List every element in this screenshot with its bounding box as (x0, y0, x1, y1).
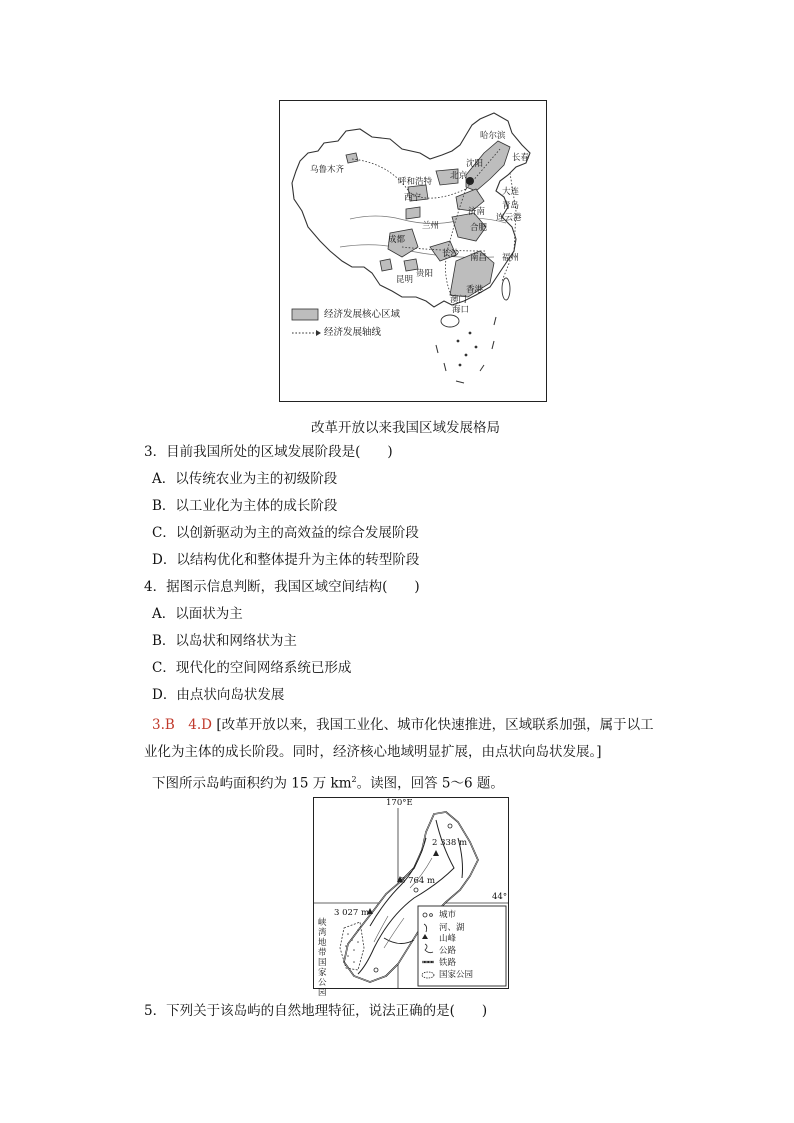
city-label-urumqi: 乌鲁木齐 (310, 165, 345, 175)
legend-peak: 山峰 (439, 934, 457, 944)
city-label-guiyang: 贵阳 (416, 269, 434, 279)
city-label-nanchang: 南昌 (470, 253, 488, 263)
city-label-dalian: 大连 (502, 187, 520, 197)
city-label-beijing: 北京 (450, 171, 468, 181)
q4-stem: 4．据图示信息判断，我国区域空间结构( ) (144, 579, 420, 595)
answer-text-2: 业化为主体的成长阶段。同时，经济核心地域明显扩展，由点状向岛状发展。] (144, 744, 602, 760)
city-label-jinan: 济南 (468, 207, 486, 217)
city-label-hohhot: 呼和浩特 (398, 177, 433, 187)
legend-river: 河、湖 (439, 923, 465, 933)
map1-caption: 改革开放以来我国区域发展格局 (311, 420, 500, 436)
q3-stem: 3．目前我国所处的区域发展阶段是( ) (144, 444, 393, 460)
city-label-hongkong: 香港 (466, 285, 484, 295)
q4-option-a: A．以面状为主 (152, 606, 243, 622)
island-map (313, 797, 509, 998)
legend-railway: 铁路 (439, 958, 457, 968)
intro-prefix: 下图所示岛屿面积约为 15 万 km (152, 775, 352, 792)
city-label-harbin: 哈尔滨 (480, 131, 506, 141)
q4-option-c: C．现代化的空间网络系统已形成 (152, 660, 352, 676)
legend-city: 城市 (439, 910, 457, 920)
q3-option-b: B．以工业化为主体的成长阶段 (152, 498, 338, 514)
legend-axis-label: 经济发展轴线 (324, 327, 382, 338)
china-development-map (279, 100, 547, 402)
legend-road: 公路 (439, 946, 457, 956)
answer-key: 3.B 4.D (152, 717, 213, 733)
intro-line (152, 771, 504, 793)
china-map-drawing (280, 101, 546, 401)
intro-sup: 2 (351, 775, 357, 784)
answer-line-1 (152, 716, 654, 734)
longitude-label: 170°E (386, 798, 413, 808)
city-label-chengdu: 成都 (388, 235, 406, 245)
q4-option-b: B．以岛状和网络状为主 (152, 633, 297, 649)
q3-option-a: A．以传统农业为主的初级阶段 (152, 471, 338, 487)
city-label-haikou: 海口 (452, 305, 470, 315)
city-label-shenyang: 沈阳 (466, 159, 484, 169)
intro-suffix: 。读图，回答 5～6 题。 (356, 775, 504, 792)
city-label-kunming: 昆明 (396, 275, 414, 285)
city-label-xining: 西宁 (404, 193, 422, 203)
city-label-changsha: 长沙 (442, 249, 460, 259)
answer-text-1: [改革开放以来，我国工业化、城市化快速推进，区域联系加强，属于以工 (216, 717, 654, 733)
city-label-macao: 澳门 (450, 295, 468, 305)
q4-option-d: D．由点状向岛状发展 (152, 687, 285, 703)
city-label-qingdao: 青岛 (502, 201, 520, 211)
park-name-label: 峡湾地带国家公园 (318, 918, 327, 998)
q5-stem: 5．下列关于该岛屿的自然地理特征，说法正确的是( ) (144, 1003, 488, 1019)
peak-label-1: 2 338 m (432, 838, 468, 848)
island-map-drawing (314, 798, 508, 988)
peak-label-3: 3 027 m (334, 908, 370, 918)
city-label-hefei: 合肥 (470, 223, 488, 233)
peak-label-2: 3 764 m (400, 876, 436, 886)
legend-core-label: 经济发展核心区域 (324, 309, 401, 320)
city-label-changchun: 长春 (512, 153, 530, 163)
q3-option-d: D．以结构优化和整体提升为主体的转型阶段 (152, 552, 420, 568)
city-label-fuzhou: 福州 (502, 253, 520, 263)
q3-option-c: C．以创新驱动为主的高效益的综合发展阶段 (152, 525, 419, 541)
latitude-label: 44° (492, 892, 508, 902)
city-label-lanzhou: 兰州 (422, 221, 440, 231)
city-label-lianyungang: 连云港 (496, 213, 522, 223)
legend-park: 国家公园 (439, 970, 474, 980)
